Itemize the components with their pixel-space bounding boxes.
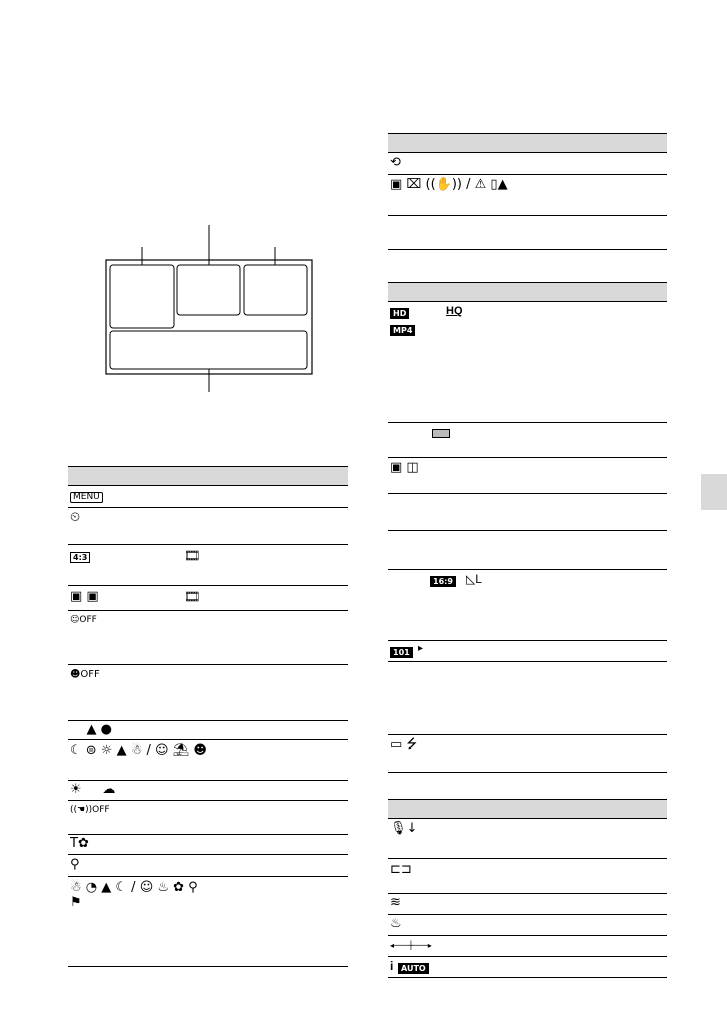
menu-icon: MENU	[70, 492, 103, 503]
intelligent-auto-scene-icons: ☃ ◔ ▲ ☾ / ☺ ♨ ✿ ⚲ ⚑	[70, 880, 198, 910]
table-row	[68, 486, 348, 508]
smile-shutter-off-icon: ☺OFF	[70, 615, 97, 625]
table-row	[68, 740, 348, 781]
table-row	[388, 423, 667, 458]
image-size-icon: ◺L	[466, 572, 482, 586]
table-row	[388, 641, 667, 662]
face-detection-off-icon: ☻OFF	[70, 669, 100, 680]
movie-icon: 🎞	[184, 590, 201, 605]
table-row	[388, 153, 667, 175]
section-tab	[701, 474, 727, 510]
table-row	[388, 216, 667, 250]
self-timer-icon: ⏲	[70, 510, 81, 525]
table-row	[388, 957, 667, 978]
table-row	[388, 936, 667, 957]
table-header	[68, 466, 348, 486]
zoom-mic-icon: ⊏⊐	[390, 862, 412, 877]
battery-icon	[432, 429, 450, 438]
table-row	[68, 665, 348, 721]
table-row	[68, 835, 348, 855]
recording-media-icon: ▣ ◫	[390, 460, 419, 475]
table-row	[68, 781, 348, 801]
hq-icon: HQ	[446, 305, 463, 317]
info-icon: i	[390, 959, 394, 973]
table-row	[68, 545, 348, 586]
table-header	[388, 133, 667, 153]
white-balance-icon: ☀ ☁	[70, 782, 116, 797]
usb-icon: ▭ ⭍	[390, 737, 418, 752]
table-row	[388, 915, 667, 936]
table-row	[68, 586, 348, 611]
scene-selection-icons: ☾ ⊜ ☼ ▲ ☃ / ☺ ⛱ ☻	[70, 743, 207, 758]
hd-quality-icon: HD	[390, 308, 409, 319]
wide-select-icon: ▣ ▣	[70, 589, 99, 604]
table-header	[388, 799, 667, 819]
steadyshot-off-icon: ((☚))OFF	[70, 805, 110, 815]
left-icon-table	[68, 466, 348, 967]
scene-landscape-portrait-icon: ▲ ●	[70, 722, 113, 737]
table-row	[388, 302, 667, 423]
ratio-16-9-icon: 16:9	[430, 576, 456, 587]
aspect-ratio-icon: 4:3	[70, 552, 90, 563]
microphone-icon: 🎙↓	[390, 821, 418, 836]
table-row	[68, 801, 348, 835]
screen-layout-diagram	[100, 222, 320, 392]
folder-101-icon: 101	[390, 647, 413, 658]
table-row	[388, 662, 667, 735]
table-row	[388, 494, 667, 531]
table-row	[388, 531, 667, 570]
wind-noise-icon: ≋	[390, 895, 401, 910]
table-row	[388, 175, 667, 216]
movie-icon: 🎞	[184, 549, 201, 564]
right-icon-table-1	[388, 133, 667, 250]
table-row	[68, 508, 348, 545]
table-row	[68, 855, 348, 877]
table-row	[388, 819, 667, 859]
right-icon-table-2	[388, 282, 667, 773]
table-row	[68, 877, 348, 967]
table-row	[68, 611, 348, 665]
tele-macro-icon: T✿	[70, 836, 89, 851]
table-row	[388, 458, 667, 494]
table-row	[388, 735, 667, 773]
golf-shot-icon: ⚲	[70, 857, 80, 872]
play-arrow-icon: ▸	[418, 643, 424, 654]
table-header	[388, 282, 667, 302]
mp4-icon: MP4	[390, 325, 415, 336]
table-row	[388, 570, 667, 641]
level-meter-icon: ◂───┼───▸	[390, 941, 432, 950]
repeat-icon: ⟲	[390, 155, 401, 170]
table-row	[68, 721, 348, 740]
warning-icons: ▣ ⌧ ((✋)) / ⚠ ▯▲	[390, 177, 508, 192]
table-row	[388, 894, 667, 915]
table-row	[388, 859, 667, 894]
low-light-icon: ♨	[390, 916, 402, 931]
auto-icon: AUTO	[398, 963, 429, 974]
right-icon-table-3	[388, 799, 667, 978]
